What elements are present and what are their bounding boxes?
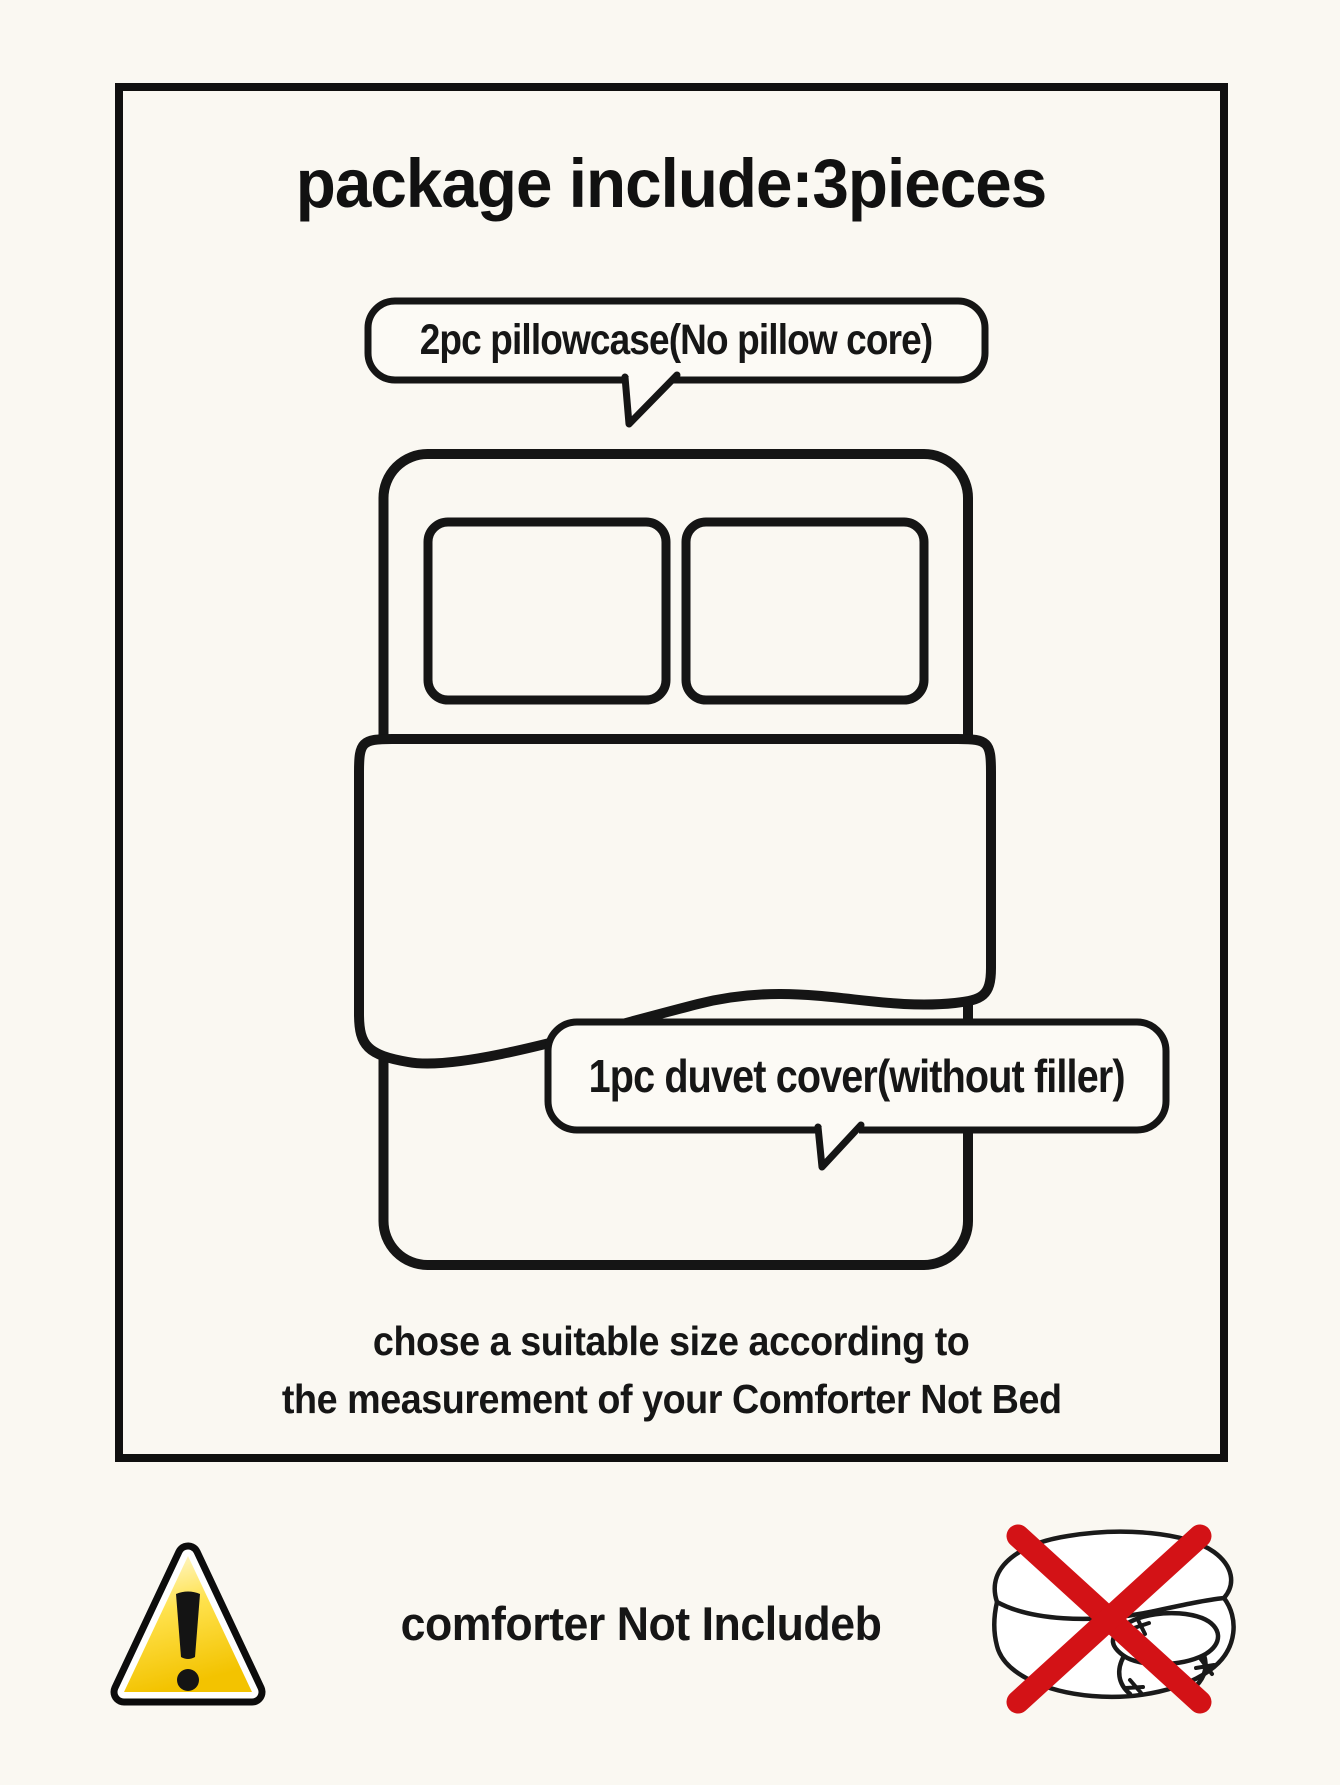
page-title <box>115 138 1228 228</box>
size-caption <box>115 1312 1228 1432</box>
bubble-tail <box>625 375 677 424</box>
exclamation-dot <box>177 1669 199 1691</box>
page-title-text: package include:3pieces <box>296 144 1047 222</box>
duvet-bubble-label: 1pc duvet cover(without filler) <box>588 1050 1126 1102</box>
bubble-tail <box>818 1125 861 1167</box>
duvet-fold <box>359 739 991 1064</box>
no-comforter-icon <box>994 1532 1233 1702</box>
bed-illustration <box>359 454 991 1265</box>
comforter-note: comforter Not Includeb <box>400 1596 882 1650</box>
pillow-left <box>428 522 666 700</box>
size-caption-line2: the measurement of your Comforter Not Bed <box>281 1376 1062 1422</box>
pillow-right <box>686 522 924 700</box>
pillowcase-bubble-label: 2pc pillowcase(No pillow core) <box>420 316 933 364</box>
size-caption-line1: chose a suitable size according to <box>373 1318 970 1364</box>
warning-icon <box>124 1556 252 1692</box>
